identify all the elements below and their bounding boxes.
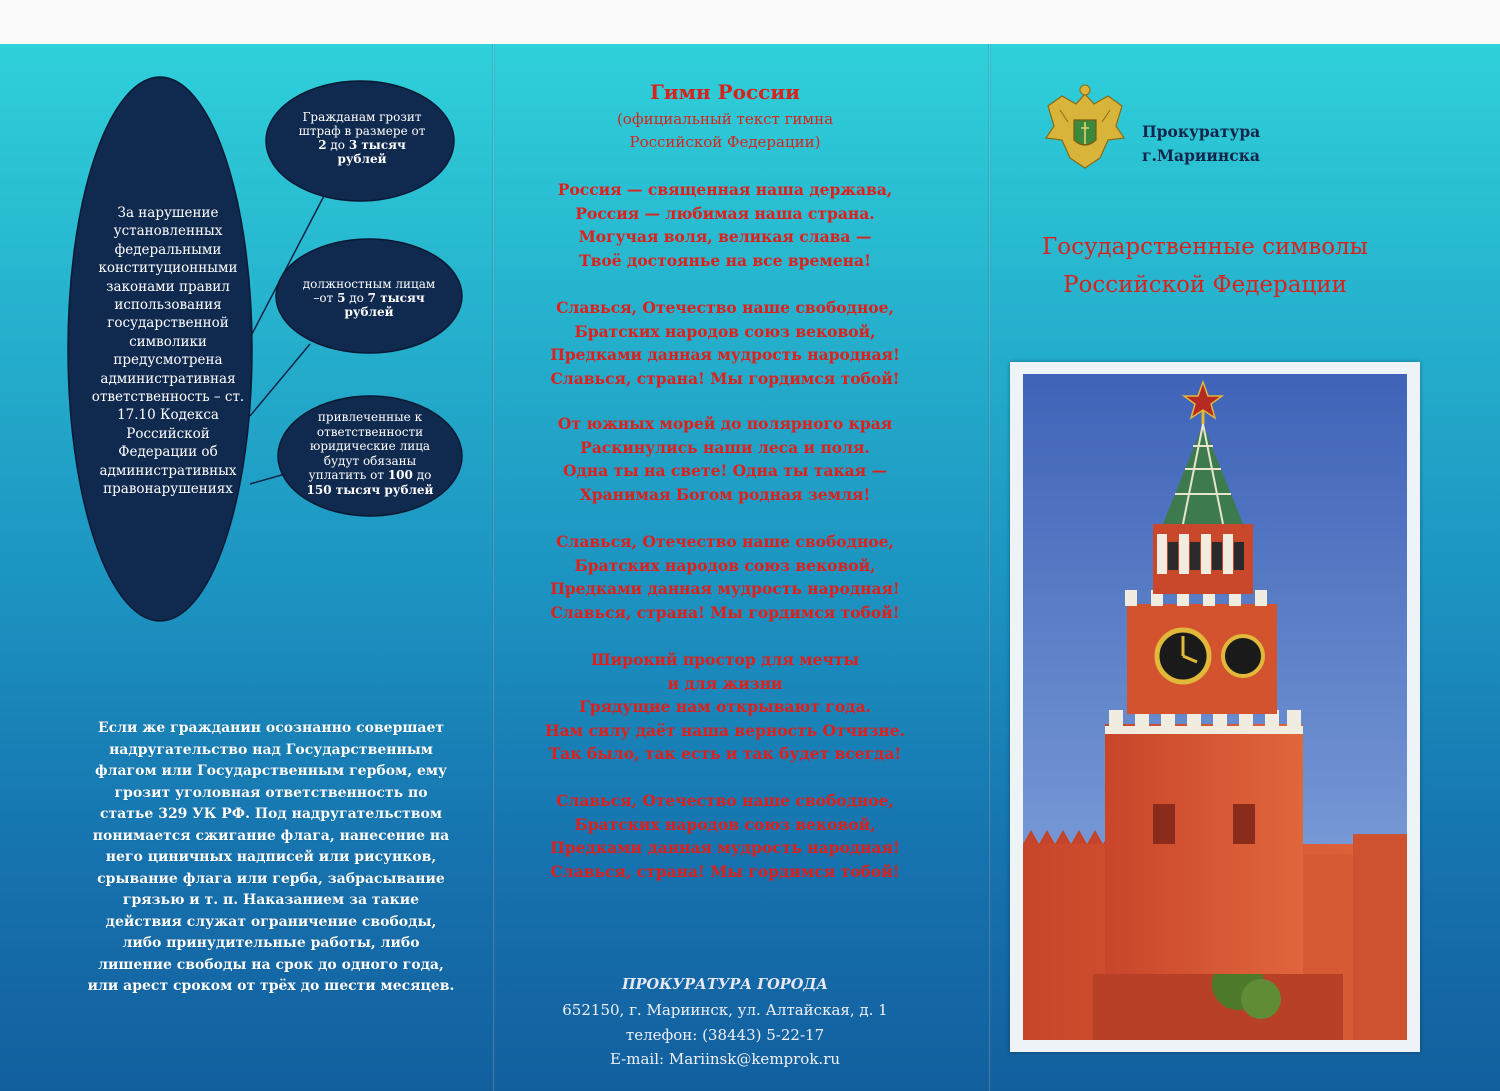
anthem-line: Славься, страна! Мы гордимся тобой! [550, 861, 900, 881]
anthem-line: Могучая воля, великая слава — [578, 227, 872, 246]
fine-officials-min: 5 [337, 291, 346, 305]
anthem-line: Славься, страна! Мы гордимся тобой! [550, 368, 900, 388]
anthem-line: Широкий простор для мечты [591, 650, 859, 669]
fine-officials-text [298, 277, 440, 319]
footer-address: 652150, г. Мариинск, ул. Алтайская, д. 1 [562, 1001, 888, 1019]
anthem-line: Предками данная мудрость народная! [550, 345, 900, 364]
anthem-refrain [510, 296, 940, 390]
criminal-liability-text: Если же гражданин осознанно совершает надругательство над Государственным флагом или Государственным гербом, ему грозит уголовная ответственность по статье 329 УК РФ. Под надругательством понимается сжигание флага, нанесение на него циничных надписей или рисунков, срывание флага или герба, забрасывание грязью и т. п. Наказанием за такие действия служат ограничение свободы, либо принудительные работы, либо лишение свободы на срок до одного года, или арест сроком от трёх до шести месяцев. [87, 720, 455, 994]
anthem-line: Братских народов союз вековой, [574, 555, 876, 575]
fine-citizens-prefix: Гражданам грозит штраф в размере от [298, 110, 426, 138]
anthem-line: Хранимая Богом родная земля! [579, 484, 871, 504]
anthem-line: Славься, Отечество наше свободное, [556, 532, 894, 551]
anthem-subtitle-line: (официальный текст гимна [616, 110, 834, 128]
anthem-line: Раскинулись наши леса и поля. [580, 437, 870, 457]
anthem-line: Россия — любимая наша страна. [575, 203, 875, 223]
prosecutor-office-name [1142, 120, 1260, 168]
prosecutor-emblem-icon [1040, 82, 1130, 172]
anthem-stanza [510, 178, 940, 272]
title-line: Государственные символы [1042, 234, 1368, 260]
footer-email[interactable]: E-mail: Mariinsk@kemprok.ru [609, 1050, 841, 1068]
anthem-stanza [510, 648, 940, 766]
anthem-line: и для жизни [667, 673, 783, 693]
anthem-refrain [510, 530, 940, 624]
fine-legal-middle: до [412, 468, 432, 483]
anthem-title: Гимн России [649, 80, 801, 104]
fine-citizens-min: 2 [318, 138, 327, 152]
fine-legal-text [298, 410, 442, 498]
org-name-line: Прокуратура [1142, 122, 1261, 141]
anthem-line: Так было, так есть и так будет всегда! [548, 744, 902, 763]
anthem-line: Братских народов союз вековой, [574, 814, 876, 834]
footer-org-name: ПРОКУРАТУРА ГОРОДА [621, 976, 829, 993]
footer-phone: телефон: (38443) 5-22-17 [625, 1026, 825, 1044]
anthem-line: Славься, Отечество наше свободное, [556, 791, 894, 810]
anthem-line: Нам силу даёт наша верность Отчизне. [544, 720, 905, 740]
anthem-stanza [510, 412, 940, 506]
fine-legal-min: 100 [387, 468, 413, 483]
brochure-title [1005, 228, 1405, 304]
main-oval-text: За нарушение установленных федеральными конституционными законами правил использования государственной символики предусмотрена административная ответственность – ст. 17.10 Кодекса Российской Федерации об административных правонарушениях [91, 205, 245, 498]
anthem-line: Россия — священная наша держава, [557, 180, 893, 199]
left-panel [0, 44, 492, 1091]
fine-officials-max: 7 тысяч рублей [344, 291, 425, 319]
anthem-refrain [510, 789, 940, 883]
fine-citizens-max: 3 тысяч рублей [337, 138, 406, 166]
anthem-subtitle-line: Российской Федерации) [629, 133, 821, 151]
anthem-line: Одна ты на свете! Одна ты такая — [562, 461, 888, 480]
fine-citizens-text [298, 110, 426, 166]
anthem-subtitle [520, 108, 930, 154]
fine-citizens-middle: до [326, 138, 349, 152]
anthem-line: Грядущие нам открывают года. [579, 697, 871, 716]
anthem-line: Твоё достоянье на все времена! [579, 250, 871, 270]
org-name-line: г.Мариинска [1142, 146, 1260, 165]
anthem-line: Славься, Отечество наше свободное, [556, 298, 894, 317]
connector-line [250, 344, 310, 416]
title-line: Российской Федерации [1063, 272, 1347, 298]
fine-officials-middle: до [345, 291, 368, 305]
anthem-line: От южных морей до полярного края [557, 414, 893, 433]
anthem-line: Предками данная мудрость народная! [550, 838, 900, 857]
fine-legal-max: 150 тысяч рублей [306, 482, 434, 497]
fine-legal-prefix: привлеченные к ответственности юридические лица будут обязаны уплатить от [308, 410, 431, 483]
anthem-line: Братских народов союз вековой, [574, 321, 876, 341]
anthem-line: Предками данная мудрость народная! [550, 579, 900, 598]
brochure-sheet [0, 44, 1500, 1091]
connector-line [250, 474, 285, 484]
anthem-line: Славься, страна! Мы гордимся тобой! [550, 602, 900, 622]
fine-officials-prefix: должностным лицам –от [302, 277, 436, 305]
tower-photo-frame [1010, 362, 1420, 1052]
spasskaya-tower-photo [1023, 374, 1407, 1040]
